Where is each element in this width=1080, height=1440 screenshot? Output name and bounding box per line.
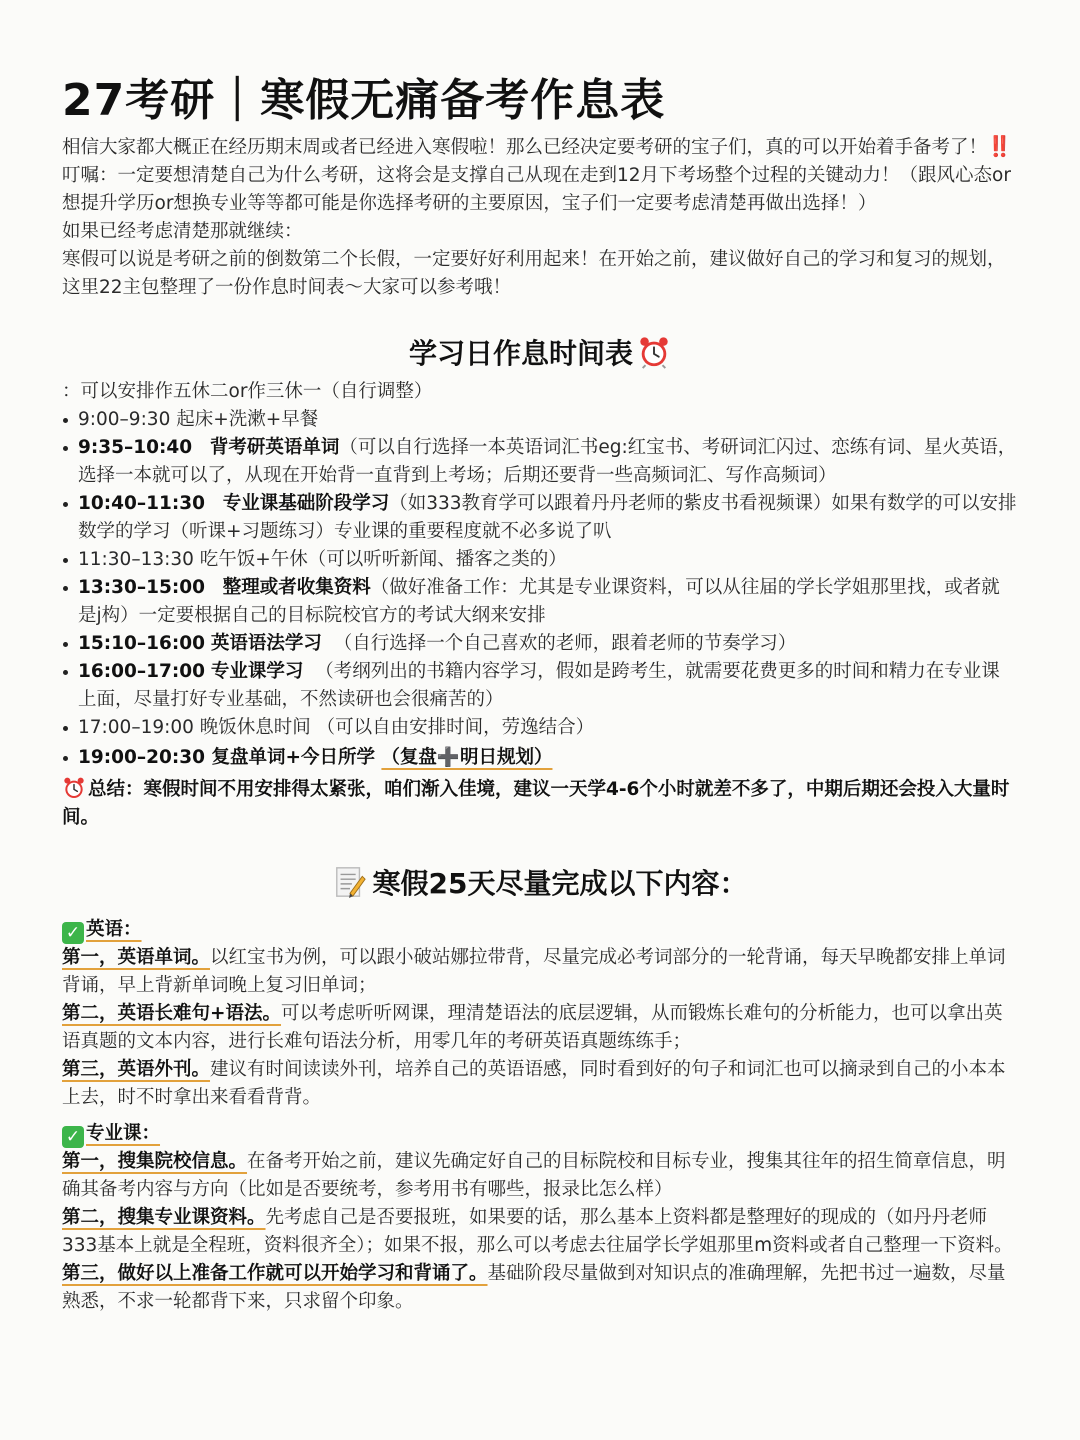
schedule-heading	[62, 332, 1018, 376]
intro-paragraph-2: 如果已经考虑清楚那就继续：	[62, 221, 303, 242]
english-item	[62, 1000, 1018, 1056]
item-text: 建议有时间读读外刊，培养自己的英语语感，同时看到好的句子和词汇也可以摘录到自己的小本本上去，时不时拿出来看看背背。	[62, 1059, 1006, 1108]
schedule-item	[62, 630, 1018, 658]
intro-paragraph-3: 寒假可以说是考研之前的倒数第二个长假，一定要好好利用起来！在开始之前，建议做好自己的学习和复习的规划，这里22主包整理了一份作息时间表～大家可以参考哦！	[62, 249, 1006, 298]
major-item	[62, 1260, 1018, 1316]
schedule-item-text: 11:30–13:30 吃午饭+午休（可以听听新闻、播客之类的）	[78, 549, 567, 570]
item-text: 基础阶段尽量做到对知识点的准确理解，先把书过一遍数，尽量熟悉，不求一轮都背下来，只求留个印象。	[62, 1263, 1006, 1312]
schedule-item-title: 背考研英语单词	[209, 437, 340, 458]
item-lead: 第三，做好以上准备工作就可以开始学习和背诵了。	[62, 1263, 488, 1284]
schedule-item-last	[62, 744, 1018, 772]
schedule-item-plan: （复盘➕明日规划）	[381, 747, 553, 768]
schedule-item-desc: （可以自行选择一本英语词汇书eg:红宝书、考研词汇闪过、恋练有词、星火英语，选择一本就可以了，从现在开始背一直背到上考场；后期还要背一些高频词汇、写作高频词）	[78, 437, 1017, 486]
english-item	[62, 944, 1018, 1000]
schedule-item-desc: （如333教育学可以跟着丹丹老师的紫皮书看视频课）如果有数学的可以安排数学的学习（听课+习题练习）专业课的重要程度就不必多说了叭	[78, 493, 1017, 542]
intro-text-b: 叮嘱：一定要想清楚自己为什么考研，这将会是支撑自己从现在走到12月下考场整个过程的关键动力！（跟风心态or想提升学历or想换专业等等都可能是你选择考研的主要原因，宝子们一定要考虑清楚再做出选择！）	[62, 165, 1011, 214]
intro-text-a: 相信大家都大概正在经历期末周或者已经进入寒假啦！那么已经决定要考研的宝子们，真的可以开始着手备考了！	[62, 137, 988, 158]
item-lead: 第一，英语单词。	[62, 947, 211, 968]
schedule-item-title: 整理或者收集资料	[222, 577, 371, 598]
memo-icon	[333, 865, 367, 899]
alarm-clock-icon	[62, 776, 86, 800]
item-lead: 第二，搜集专业课资料。	[62, 1207, 266, 1228]
item-text: 可以考虑听听网课，理清楚语法的底层逻辑，从而锻炼长难句的分析能力，也可以拿出英语真题的文本内容，进行长难句语法分析，用零几年的考研英语真题练练手；	[62, 1003, 1003, 1052]
intro-paragraph-1	[62, 132, 1018, 218]
schedule-item-title: 英语语法学习	[210, 633, 322, 654]
schedule-item-time: 19:00–20:30 复盘单词+今日所学	[78, 747, 382, 768]
item-lead: 第三，英语外刊。	[62, 1059, 211, 1080]
schedule-heading-text: 学习日作息时间表	[408, 337, 633, 370]
schedule-item-time: 16:00–17:00	[78, 661, 206, 682]
schedule-note: ：可以安排作五休二or作三休一（自行调整）	[62, 381, 433, 402]
english-label: 英语：	[86, 919, 142, 940]
warning-icon: ‼️	[987, 134, 1012, 158]
major-item	[62, 1148, 1018, 1204]
item-lead: 第二，英语长难句+语法。	[62, 1003, 282, 1024]
english-item	[62, 1056, 1018, 1112]
schedule-item-title: 专业课学习	[210, 661, 304, 682]
schedule-item-desc: （做好准备工作：尤其是专业课资料，可以从往届的学长学姐那里找，或者就是j构）一定要根据自己的目标院校官方的考试大纲来安排	[78, 577, 1000, 626]
item-lead: 第一，搜集院校信息。	[62, 1151, 248, 1172]
schedule-item-time: 9:35–10:40	[78, 437, 193, 458]
item-text: 在备考开始之前，建议先确定好自己的目标院校和目标专业，搜集其往年的招生简章信息，明确其备考内容与方向（比如是否要统考，参考用书有哪些，报录比怎么样）	[62, 1151, 1006, 1200]
major-category	[62, 1120, 1018, 1148]
schedule-item-time: 10:40–11:30	[78, 493, 206, 514]
schedule-item	[62, 434, 1018, 490]
schedule-item-text: 17:00–19:00 晚饭休息时间 （可以自由安排时间，劳逸结合）	[78, 717, 595, 738]
schedule-list	[62, 406, 1018, 772]
schedule-item-desc: （考纲列出的书籍内容学习，假如是跨考生，就需要花费更多的时间和精力在专业课上面，尽量打好专业基础，不然读研也会很痛苦的）	[78, 661, 1000, 710]
schedule-item	[62, 658, 1018, 714]
tasks-heading	[62, 862, 1018, 906]
alarm-clock-icon	[637, 335, 671, 369]
major-item	[62, 1204, 1018, 1260]
schedule-item	[62, 714, 1018, 742]
summary-text: 总结：寒假时间不用安排得太紧张，咱们渐入佳境，建议一天学4-6个小时就差不多了，中期后期还会投入大量时间。	[62, 779, 1010, 828]
item-text: 以红宝书为例，可以跟小破站娜拉带背，尽量完成必考词部分的一轮背诵，每天早晚都安排上单词背诵，早上背新单词晚上复习旧单词；	[62, 947, 1006, 996]
intro	[62, 132, 1018, 302]
check-mark-icon: ✓	[62, 922, 84, 944]
schedule-item-text: 9:00–9:30 起床+洗漱+早餐	[78, 409, 319, 430]
schedule-item	[62, 490, 1018, 546]
schedule-item	[62, 574, 1018, 630]
schedule-item	[62, 546, 1018, 574]
major-label: 专业课：	[86, 1123, 161, 1144]
schedule-item-time: 15:10–16:00	[78, 633, 206, 654]
tasks-section	[62, 862, 1018, 1316]
page-title: 27考研｜寒假无痛备考作息表	[62, 75, 666, 126]
schedule-item-time: 13:30–15:00	[78, 577, 206, 598]
english-category	[62, 916, 1018, 944]
schedule-item	[62, 406, 1018, 434]
tasks-heading-text: 寒假25天尽量完成以下内容：	[372, 867, 748, 900]
schedule-summary	[62, 776, 1018, 832]
check-mark-icon: ✓	[62, 1126, 84, 1148]
schedule-section	[62, 332, 1018, 832]
schedule-item-title: 专业课基础阶段学习	[222, 493, 390, 514]
item-text: 先考虑自己是否要报班，如果要的话，那么基本上资料都是整理好的现成的（如丹丹老师333基本上就是全程班，资料很齐全）；如果不报，那么可以考虑去往届学长学姐那里m资料或者自己整理一下资料。	[62, 1207, 1013, 1256]
schedule-item-desc: （自行选择一个自己喜欢的老师，跟着老师的节奏学习）	[333, 633, 797, 654]
